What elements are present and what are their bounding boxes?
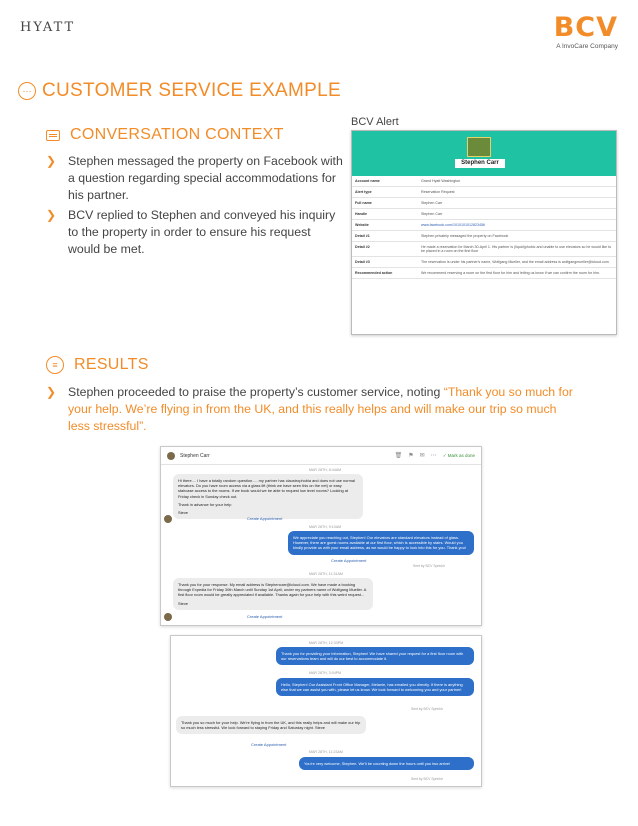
sent-by-label: Sent by BCV Sprinklr [413, 564, 445, 568]
alert-row [352, 176, 616, 187]
mark-as-done-button[interactable]: ✓ Mark as done [442, 452, 475, 458]
chat-topbar [161, 447, 481, 465]
alert-row-value: Grand Hyatt Washington [421, 179, 461, 183]
alert-label: BCV Alert [351, 116, 399, 128]
more-icon[interactable]: ⋯ [430, 453, 437, 459]
alert-row [352, 242, 616, 257]
create-appointment-link[interactable]: Create Appointment [247, 516, 283, 521]
alert-name: Stephen Carr [455, 159, 505, 168]
alert-row-key: Detail #1 [355, 234, 370, 238]
context-bullet-2 [46, 207, 346, 258]
alert-row [352, 220, 616, 231]
alert-row-value: The reservation is under his partner's name, Wolfgang Mueller, and the email address is wolfgangmueller@icloud.com [421, 260, 609, 264]
alert-row [352, 257, 616, 268]
mail-icon[interactable]: ✉ [419, 453, 425, 459]
alert-row-value: Reservation Request [421, 190, 455, 194]
alert-row-key: Account name [355, 179, 380, 183]
page-title [18, 80, 341, 102]
timestamp: MAR 28TH, 3:04PM [309, 671, 342, 675]
alert-row [352, 198, 616, 209]
results-heading-text: RESULTS [74, 356, 149, 373]
outgoing-message: Thank you for providing your information, Stephen! We have shared your request for a first floor room with our reservations team and will do our best to accommodate it. [276, 647, 474, 665]
outgoing-message: Hello, Stephen! Our Assistant Front Office Manager, Melanie, has emailed you directly. If there is anything else that we can assist you with, please let us know. We look forward to welcoming you and your partner! [276, 678, 474, 696]
flag-icon[interactable]: ⚑ [408, 453, 414, 459]
chevron-right-icon: ❯ [46, 208, 57, 222]
timestamp: MAR 28TH, 11:23AM [309, 750, 343, 754]
list-icon: ≡ [46, 356, 64, 374]
timestamp: MAR 28TH, 8:44AM [309, 468, 342, 472]
chat-screenshot-1 [160, 446, 482, 626]
incoming-message: Hi there.... I have a totally random question..... my partner has claustrophobia and does not use normal elevators. Do you have room access via a glass lift (think we have seen this on the net) or easy staircase access to the rooms. If we book would we be able to request low level rooms? Looking at Friday check in Sunday check out. Thank in advance for your help Steve [173, 474, 363, 519]
alert-row [352, 187, 616, 198]
incoming-message: Thank you so much for your help. We're flying in from the UK, and this really helps and will make our trip so much less stressful. We look forward to staying Friday and Saturday night. Steve [176, 716, 366, 734]
alert-row [352, 231, 616, 242]
alert-row-value: We recommend reserving a room on the first floor for him and letting us know if we can confirm the room for him. [421, 271, 600, 275]
avatar [164, 613, 172, 621]
timestamp: MAR 28TH, 12:33PM [309, 641, 344, 645]
context-bullet-2-text: BCV replied to Stephen and conveyed his inquiry to the property in order to ensure his request would be met. [68, 208, 336, 256]
outgoing-message: You're very welcome, Stephen. We'll be counting down the hours until you two arrive! [299, 757, 474, 770]
profile-photo [467, 137, 491, 157]
context-bullet-1-text: Stephen messaged the property on Facebook with a question regarding special accommodations for his partner. [68, 154, 343, 202]
results-quote: “Thank you so much for your help. We’re flying in from the UK, and this really helps and will make our trip so much less stressful”. [68, 385, 573, 433]
timestamp: MAR 28TH, 11:31AM [309, 572, 343, 576]
sent-by-label: Sent by BCV Sprinklr [411, 707, 443, 711]
alert-row [352, 209, 616, 220]
results-bullet-text: Stephen proceeded to praise the property’s customer service, noting “Thank you so much for your help. We’re flying in from the UK, and this really helps and will make our trip so much less stressful”. [68, 385, 573, 433]
bcv-logo-tagline: A InvoCare Company [556, 43, 618, 50]
message-icon [46, 130, 60, 141]
chat-bubble-icon: ⋯ [18, 82, 36, 100]
page-title-text: CUSTOMER SERVICE EXAMPLE [42, 80, 341, 101]
alert-row-key: Website [355, 223, 369, 227]
alert-rows [352, 176, 616, 279]
incoming-message: Thank you for your response. My email address is Stephencarr@icloud.com. We have made a booking through Expedia for Friday 30th March until Sunday 1st April, under my partners name of Wolfgang Mueller. A first floor room would be greatly appreciated if available. Thanks again for your help with this weird request... Steve [173, 578, 373, 610]
alert-row-value: Stephen Carr [421, 201, 443, 205]
results-heading [46, 356, 149, 374]
alert-row-key: Detail #2 [355, 245, 370, 249]
sent-by-label: Sent by BCV Sprinklr [411, 777, 443, 781]
bcv-logo-mark: BCV [553, 12, 618, 43]
chat-screenshot-2 [170, 635, 482, 787]
alert-row-value: Stephen Carr [421, 212, 443, 216]
chat-contact-name: Stephen Carr [180, 452, 210, 459]
alert-row-value: Stephen privately messaged the property on Facebook [421, 234, 509, 238]
hyatt-logo: HYATT [20, 20, 76, 35]
avatar [167, 452, 175, 460]
create-appointment-link[interactable]: Create Appointment [247, 614, 283, 619]
alert-row-key: Recommended action [355, 271, 393, 275]
chevron-right-icon: ❯ [46, 154, 57, 168]
create-appointment-link[interactable]: Create Appointment [251, 742, 287, 747]
alert-row-value[interactable]: www.facebook.com/1010101012823456 [421, 223, 485, 227]
alert-row-key: Alert type [355, 190, 372, 194]
alert-row-key: Full name [355, 201, 372, 205]
alert-row-key: Detail #3 [355, 260, 370, 264]
chat-toolbar [395, 452, 475, 459]
context-heading [46, 126, 284, 144]
context-heading-text: CONVERSATION CONTEXT [70, 126, 284, 143]
create-appointment-link[interactable]: Create Appointment [331, 558, 367, 563]
alert-banner [352, 131, 616, 176]
timestamp: MAR 28TH, 9:10AM [309, 525, 342, 529]
alert-row-value: He made a reservation for March 30-April 1. His partner is (liquid)phobic and unable to use elevators so he would like to be placed in a room on the first floor [421, 245, 612, 253]
bcv-logo [554, 14, 618, 50]
context-bullet-1 [46, 153, 346, 204]
trash-icon[interactable]: 🗑 [394, 453, 403, 459]
alert-row [352, 268, 616, 279]
avatar [164, 515, 172, 523]
bcv-alert-card [351, 130, 617, 335]
outgoing-message: We appreciate you reaching out, Stephen! Our elevators are standard elevators instead of glass. However, there are guest rooms available at our first floor, which is accessible by stairs. Would you kindly provide us with your email address, as we would be happy to look into this for you. Thank you! [288, 531, 474, 555]
alert-row-key: Handle [355, 212, 367, 216]
results-bullet [46, 384, 576, 435]
chevron-right-icon: ❯ [46, 385, 57, 399]
